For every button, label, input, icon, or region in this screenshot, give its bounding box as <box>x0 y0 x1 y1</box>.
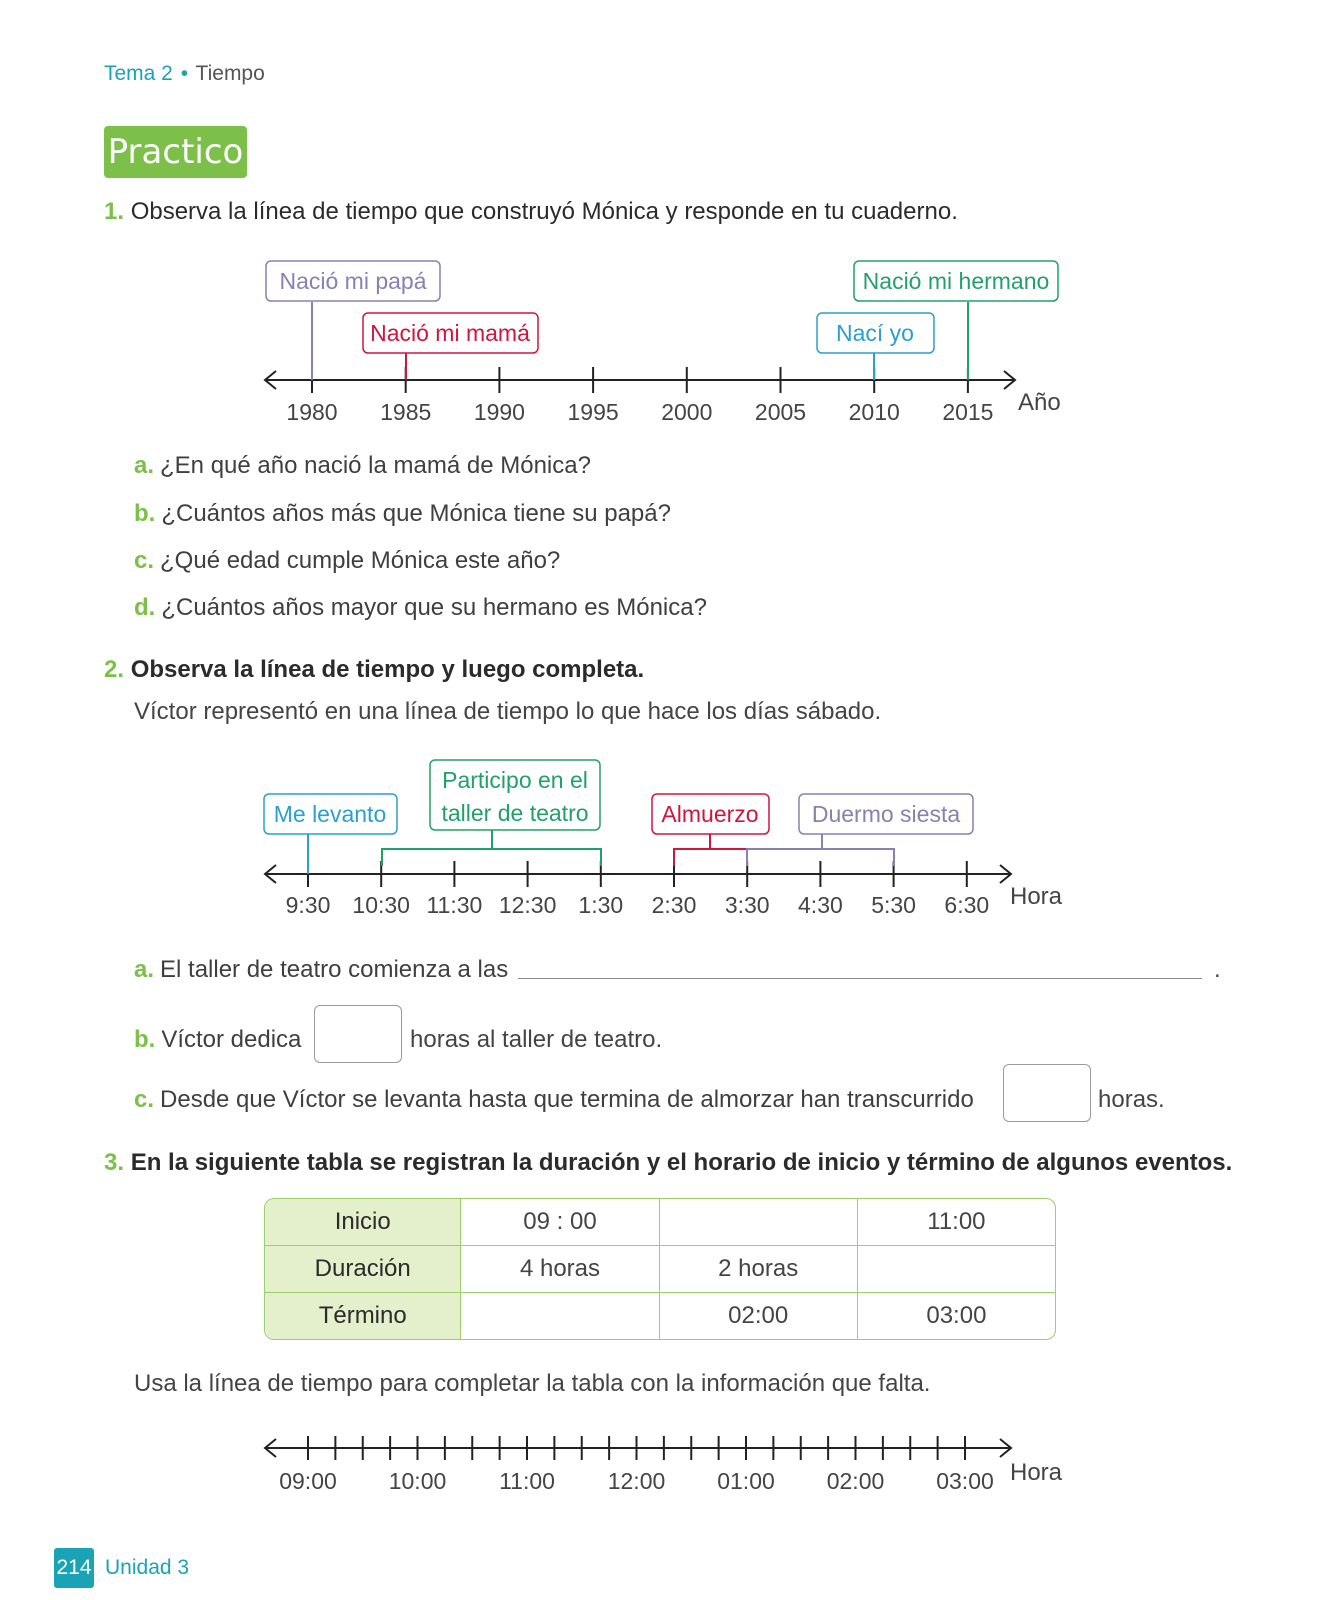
tick-label: 03:00 <box>936 1468 994 1494</box>
question-text: Observa la línea de tiempo que construyó Mónica y responde en tu cuaderno. <box>130 198 958 225</box>
item-letter: b. <box>134 1026 156 1053</box>
question-2-item-c <box>134 1086 974 1114</box>
page-number: 214 <box>54 1548 94 1588</box>
answer-box[interactable] <box>314 1005 402 1063</box>
tick-label: 9:30 <box>285 892 331 918</box>
tick-label: 1990 <box>473 399 525 425</box>
item-letter: b. <box>134 500 156 527</box>
tick-label: 02:00 <box>826 1468 885 1494</box>
question-1-item-c <box>134 547 560 575</box>
question-text: En la siguiente tabla se registran la duración y el horario de inicio y término de algunos eventos. <box>130 1149 1233 1176</box>
event-label-yo: Nací yo <box>836 320 914 346</box>
tick-label: 12:30 <box>498 892 557 918</box>
row-header: Término <box>265 1293 461 1339</box>
item-text: ¿Cuántos años mayor que su hermano es Mónica? <box>161 594 707 621</box>
question-1-item-d <box>134 594 707 622</box>
topic-number: Tema 2 <box>104 62 173 85</box>
item-text-after: horas. <box>1098 1086 1165 1113</box>
question-3-instruction: Usa la línea de tiempo para completar la tabla con la información que falta. <box>134 1370 931 1397</box>
answer-line[interactable] <box>518 978 1202 979</box>
item-text: ¿En qué año nació la mamá de Mónica? <box>160 452 591 479</box>
axis-label: Hora <box>1010 1459 1063 1486</box>
item-text: Desde que Víctor se levanta hasta que termina de almorzar han transcurrido <box>160 1086 974 1113</box>
question-1-item-b <box>134 500 671 528</box>
event-label-teatro-2: taller de teatro <box>441 800 589 826</box>
table-row <box>265 1293 1055 1339</box>
item-text-after: horas al taller de teatro. <box>410 1026 663 1053</box>
tick-label: 10:30 <box>352 892 410 918</box>
item-text: ¿Qué edad cumple Mónica este año? <box>160 547 561 574</box>
tick-label: 3:30 <box>724 892 770 918</box>
events-table <box>264 1198 1056 1340</box>
table-cell[interactable] <box>660 1199 858 1246</box>
question-1-item-a <box>134 452 591 480</box>
tick-label: 1985 <box>380 399 432 425</box>
question-number: 3. <box>104 1149 125 1176</box>
axis-label: Hora <box>1010 883 1063 910</box>
tick-label: 1980 <box>286 399 338 425</box>
tick-label: 1:30 <box>578 892 624 918</box>
tick-label: 11:30 <box>426 892 483 918</box>
table-cell: 09 : 00 <box>461 1199 659 1246</box>
table-row <box>265 1246 1055 1293</box>
table-cell: 02:00 <box>660 1293 858 1339</box>
tick-label: 09:00 <box>279 1468 337 1494</box>
topic-title: Tiempo <box>195 62 265 85</box>
question-2 <box>104 656 644 684</box>
event-label-mama: Nació mi mamá <box>370 320 530 346</box>
item-letter: a. <box>134 452 155 479</box>
item-text: Víctor dedica <box>161 1026 302 1053</box>
table-cell: 03:00 <box>926 1302 987 1329</box>
header-separator: • <box>180 62 189 85</box>
item-text: ¿Cuántos años más que Mónica tiene su papá? <box>161 500 671 527</box>
question-number: 1. <box>104 198 125 225</box>
tick-label: 6:30 <box>944 892 990 918</box>
row-header: Duración <box>265 1246 461 1293</box>
tick-label: 5:30 <box>871 892 916 918</box>
question-text: Observa la línea de tiempo y luego completa. <box>130 656 645 683</box>
event-label-siesta: Duermo siesta <box>811 801 961 827</box>
question-2-intro: Víctor representó en una línea de tiempo lo que hace los días sábado. <box>134 698 882 725</box>
tick-label: 2:30 <box>651 892 697 918</box>
unit-label: Unidad 3 <box>105 1556 190 1579</box>
table-cell[interactable] <box>461 1293 659 1339</box>
question-3 <box>104 1149 1232 1177</box>
practice-badge: Practico <box>104 126 247 178</box>
question-2-item-b <box>134 1026 301 1054</box>
tick-label: 11:00 <box>499 1468 555 1494</box>
event-label-levanto: Me levanto <box>273 801 387 827</box>
event-label-almuerzo: Almuerzo <box>661 801 759 827</box>
tick-label: 2010 <box>848 399 900 425</box>
event-bracket <box>382 849 601 866</box>
row-header: Inicio <box>265 1199 461 1246</box>
table-cell: 2 horas <box>660 1246 858 1293</box>
event-label-teatro-1: Participo en el <box>442 767 588 793</box>
event-bracket <box>674 849 747 866</box>
event-label-hermano: Nació mi hermano <box>862 268 1050 294</box>
item-letter: c. <box>134 1086 155 1113</box>
table-cell: 11:00 <box>858 1199 1055 1246</box>
table-cell[interactable] <box>858 1246 1055 1293</box>
tick-label: 12:00 <box>607 1468 666 1494</box>
table-row <box>265 1199 1055 1246</box>
tick-label: 01:00 <box>717 1468 775 1494</box>
tick-label: 2000 <box>661 399 713 425</box>
period: . <box>1214 956 1221 983</box>
question-2-item-a <box>134 956 508 984</box>
item-letter: a. <box>134 956 155 983</box>
tick-label: 2015 <box>942 399 994 425</box>
tick-label: 1995 <box>567 399 619 425</box>
item-letter: d. <box>134 594 156 621</box>
item-letter: c. <box>134 547 155 574</box>
tick-label: 2005 <box>754 399 807 425</box>
answer-box[interactable] <box>1003 1064 1091 1122</box>
tick-label: 4:30 <box>798 892 843 918</box>
axis-label: Año <box>1018 389 1061 416</box>
event-label-papa: Nació mi papá <box>279 268 427 294</box>
table-cell: 4 horas <box>461 1246 659 1293</box>
item-text: El taller de teatro comienza a las <box>160 956 509 983</box>
question-number: 2. <box>104 656 125 683</box>
tick-label: 10:00 <box>388 1468 447 1494</box>
